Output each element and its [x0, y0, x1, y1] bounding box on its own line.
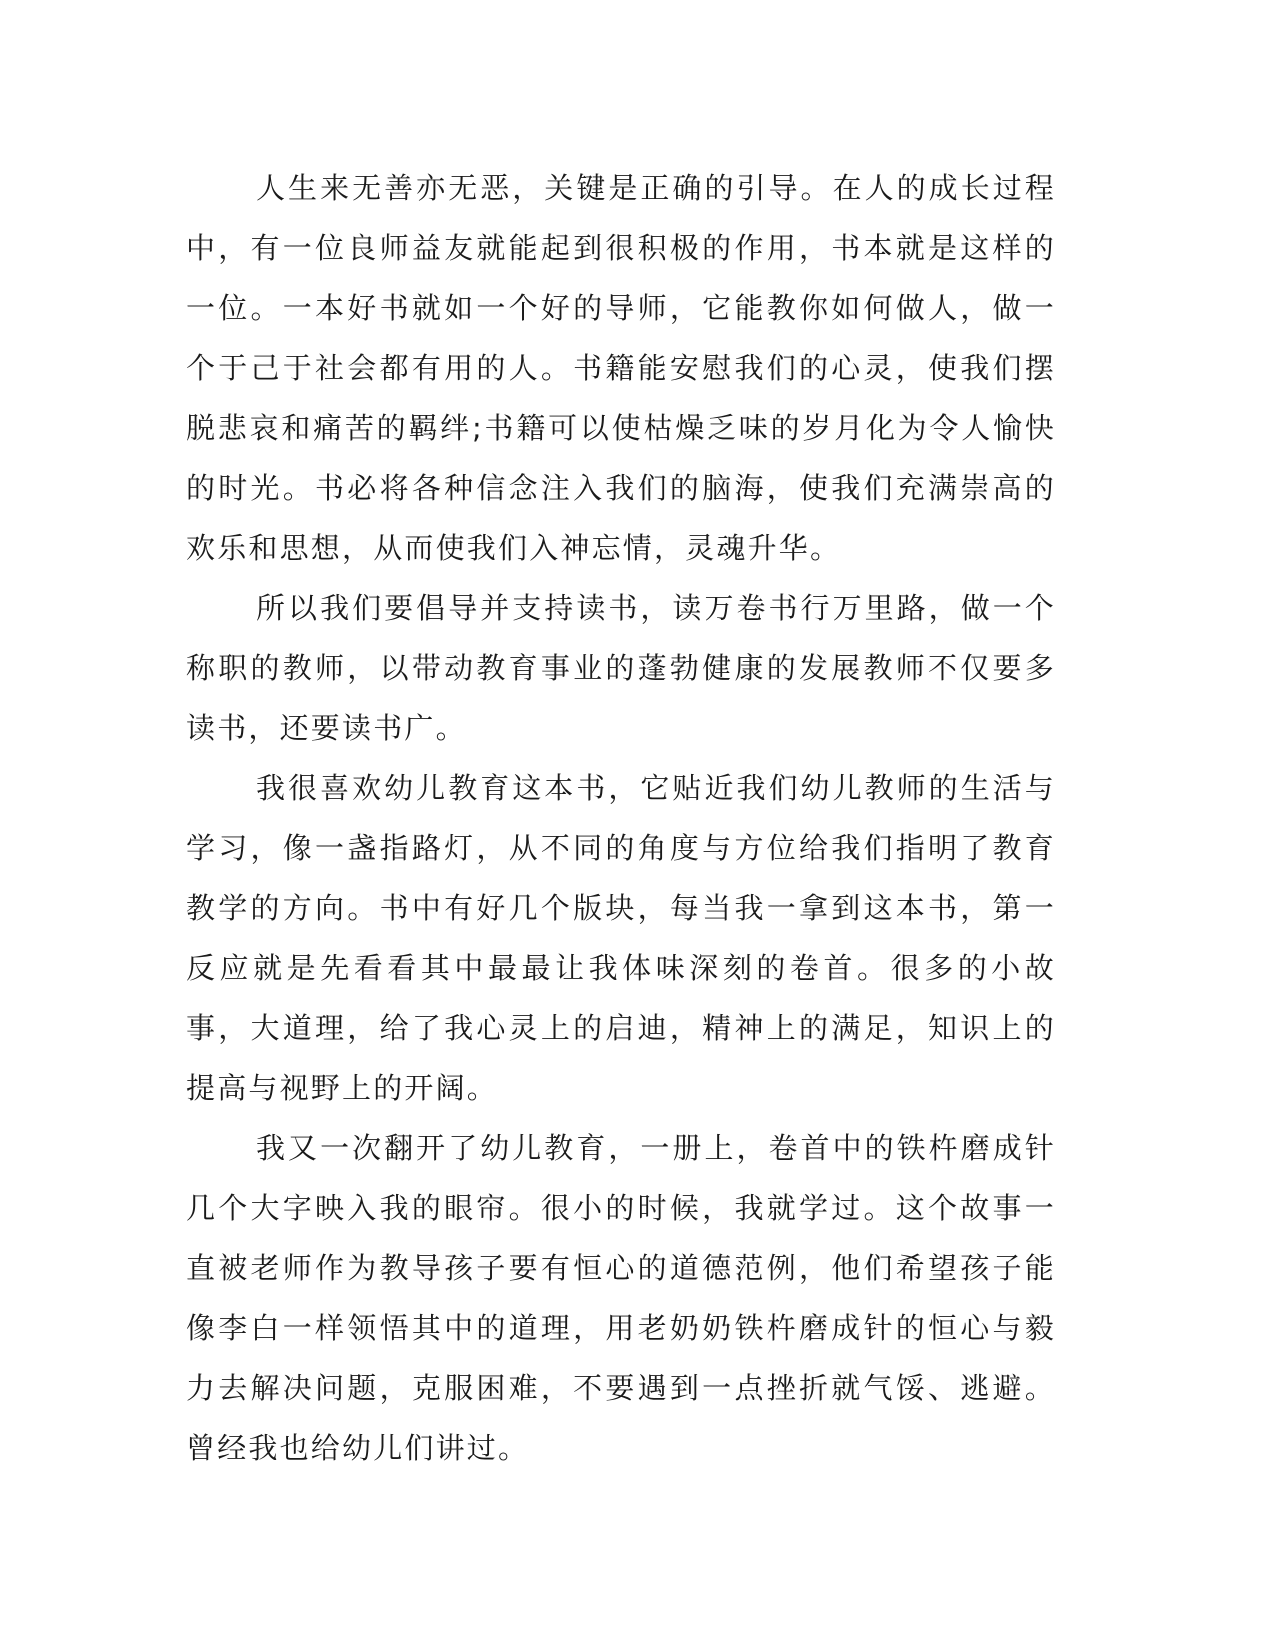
- body-text: [186, 158, 1056, 1478]
- paragraph-1: 人生来无善亦无恶，关键是正确的引导。在人的成长过程中，有一位良师益友就能起到很积极的作用，书本就是这样的一位。一本好书就如一个好的导师，它能教你如何做人，做一个于己于社会都有用的人。书籍能安慰我们的心灵，使我们摆脱悲哀和痛苦的羁绊;书籍可以使枯燥乏味的岁月化为令人愉快的时光。书必将各种信念注入我们的脑海，使我们充满崇高的欢乐和思想，从而使我们入神忘情，灵魂升华。: [186, 171, 1056, 565]
- paragraph-4: 我又一次翻开了幼儿教育，一册上，卷首中的铁杵磨成针几个大字映入我的眼帘。很小的时候，我就学过。这个故事一直被老师作为教导孩子要有恒心的道德范例，他们希望孩子能像李白一样领悟其中的道理，用老奶奶铁杵磨成针的恒心与毅力去解决问题，克服困难，不要遇到一点挫折就气馁、逃避。曾经我也给幼儿们讲过。: [186, 1131, 1056, 1465]
- paragraph-3: 我很喜欢幼儿教育这本书，它贴近我们幼儿教师的生活与学习，像一盏指路灯，从不同的角度与方位给我们指明了教育教学的方向。书中有好几个版块，每当我一拿到这本书，第一反应就是先看看其中最最让我体味深刻的卷首。很多的小故事，大道理，给了我心灵上的启迪，精神上的满足，知识上的提高与视野上的开阔。: [186, 771, 1056, 1105]
- paragraph-2: 所以我们要倡导并支持读书，读万卷书行万里路，做一个称职的教师，以带动教育事业的蓬勃健康的发展教师不仅要多读书，还要读书广。: [186, 591, 1056, 745]
